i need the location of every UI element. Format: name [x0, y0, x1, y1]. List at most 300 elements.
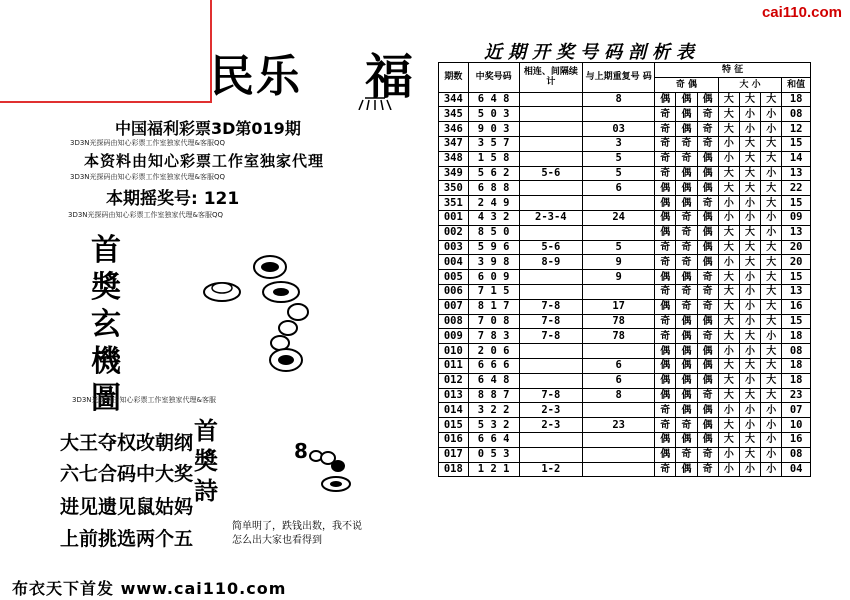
- period-cell: 351: [439, 196, 469, 211]
- odd-even-cell: 偶: [655, 225, 676, 240]
- big-small-cell: 小: [761, 122, 782, 137]
- repeat-cell: 6: [583, 373, 655, 388]
- sum-cell: 18: [782, 92, 811, 107]
- repeat-cell: [583, 107, 655, 122]
- header-sum: 和值: [782, 77, 811, 92]
- sum-cell: 15: [782, 314, 811, 329]
- big-small-cell: 大: [718, 92, 739, 107]
- big-small-cell: 大: [718, 329, 739, 344]
- tip-note: [232, 520, 362, 548]
- big-small-cell: 大: [761, 344, 782, 359]
- number-cell: 0 5 3: [468, 447, 519, 462]
- odd-even-cell: 偶: [655, 210, 676, 225]
- agent-line: 本资料由知心彩票工作室独家代理: [84, 152, 325, 170]
- odd-even-cell: 偶: [676, 388, 697, 403]
- vertical-title-char: 首: [91, 233, 121, 268]
- odd-even-cell: 偶: [697, 314, 718, 329]
- table-row: [439, 196, 811, 211]
- adjacent-cell: 5-6: [519, 240, 583, 255]
- poem-line-3: 进见遗见鼠姑妈: [60, 496, 194, 518]
- odd-even-cell: 偶: [676, 329, 697, 344]
- odd-even-cell: 偶: [676, 107, 697, 122]
- odd-even-cell: 奇: [655, 418, 676, 433]
- period-cell: 344: [439, 92, 469, 107]
- vertical-poem-char: 首: [194, 416, 218, 445]
- vertical-title-char: 圖: [91, 381, 121, 416]
- odd-even-cell: 偶: [697, 92, 718, 107]
- repeat-cell: [583, 284, 655, 299]
- big-small-cell: 大: [718, 358, 739, 373]
- sum-cell: 15: [782, 270, 811, 285]
- odd-even-cell: 偶: [697, 210, 718, 225]
- odd-even-cell: 偶: [655, 270, 676, 285]
- adjacent-cell: [519, 122, 583, 137]
- odd-even-cell: 偶: [655, 447, 676, 462]
- big-small-cell: 小: [718, 447, 739, 462]
- odd-even-cell: 偶: [655, 299, 676, 314]
- big-small-cell: 小: [739, 107, 760, 122]
- big-small-cell: 小: [739, 299, 760, 314]
- repeat-cell: [583, 447, 655, 462]
- big-small-cell: 小: [739, 284, 760, 299]
- table-body: [439, 92, 811, 477]
- header-period: 期数: [439, 63, 469, 93]
- repeat-cell: 3: [583, 136, 655, 151]
- period-cell: 001: [439, 210, 469, 225]
- repeat-cell: [583, 344, 655, 359]
- big-small-cell: 大: [761, 92, 782, 107]
- period-cell: 005: [439, 270, 469, 285]
- period-cell: 346: [439, 122, 469, 137]
- adjacent-cell: [519, 373, 583, 388]
- table-row: [439, 225, 811, 240]
- tip-note-line: 怎么出大家也看得到: [232, 535, 322, 546]
- period-cell: 013: [439, 388, 469, 403]
- odd-even-cell: 奇: [676, 284, 697, 299]
- odd-even-cell: 偶: [655, 388, 676, 403]
- repeat-cell: 5: [583, 166, 655, 181]
- odd-even-cell: 偶: [697, 373, 718, 388]
- table-row: [439, 136, 811, 151]
- table-row: [439, 418, 811, 433]
- draw-number: 本期摇奖号: 121: [106, 189, 240, 209]
- brand-logo: 民乐: [210, 51, 302, 102]
- repeat-cell: 8: [583, 92, 655, 107]
- sum-cell: 10: [782, 418, 811, 433]
- table-row: [439, 240, 811, 255]
- sum-cell: 08: [782, 107, 811, 122]
- adjacent-cell: 7-8: [519, 299, 583, 314]
- big-small-cell: 大: [739, 255, 760, 270]
- big-small-cell: 大: [739, 136, 760, 151]
- sum-cell: 08: [782, 344, 811, 359]
- repeat-cell: 8: [583, 388, 655, 403]
- sum-cell: 15: [782, 136, 811, 151]
- big-small-cell: 小: [739, 314, 760, 329]
- big-small-cell: 大: [739, 225, 760, 240]
- table-row: [439, 432, 811, 447]
- odd-even-cell: 奇: [655, 240, 676, 255]
- big-small-cell: 大: [739, 181, 760, 196]
- odd-even-cell: 偶: [676, 122, 697, 137]
- odd-even-cell: 偶: [697, 344, 718, 359]
- adjacent-cell: 8-9: [519, 255, 583, 270]
- vertical-poem-title: [192, 416, 220, 506]
- number-cell: 1 2 1: [468, 462, 519, 477]
- big-small-cell: 小: [739, 344, 760, 359]
- sum-cell: 22: [782, 181, 811, 196]
- number-cell: 3 5 7: [468, 136, 519, 151]
- big-small-cell: 小: [739, 418, 760, 433]
- adjacent-cell: 7-8: [519, 329, 583, 344]
- repeat-cell: [583, 403, 655, 418]
- adjacent-cell: 1-2: [519, 462, 583, 477]
- odd-even-cell: 偶: [655, 344, 676, 359]
- adjacent-cell: [519, 225, 583, 240]
- repeat-cell: 78: [583, 314, 655, 329]
- big-small-cell: 小: [718, 210, 739, 225]
- odd-even-cell: 偶: [697, 418, 718, 433]
- repeat-cell: 6: [583, 358, 655, 373]
- odd-even-cell: 奇: [697, 284, 718, 299]
- vertical-poem-char: 詩: [194, 476, 218, 505]
- period-cell: 017: [439, 447, 469, 462]
- big-small-cell: 大: [718, 418, 739, 433]
- big-small-cell: 大: [761, 270, 782, 285]
- big-small-cell: 大: [739, 92, 760, 107]
- analysis-table: [438, 62, 811, 477]
- number-cell: 5 3 2: [468, 418, 519, 433]
- big-small-cell: 小: [761, 447, 782, 462]
- period-cell: 349: [439, 166, 469, 181]
- big-small-cell: 大: [761, 284, 782, 299]
- big-small-cell: 大: [739, 151, 760, 166]
- adjacent-cell: [519, 284, 583, 299]
- tassel-icon: [355, 88, 395, 110]
- big-small-cell: 大: [718, 166, 739, 181]
- sum-cell: 16: [782, 432, 811, 447]
- table-row: [439, 462, 811, 477]
- table-row: [439, 122, 811, 137]
- vertical-poem-char: 奬: [194, 446, 218, 475]
- odd-even-cell: 偶: [676, 196, 697, 211]
- period-cell: 011: [439, 358, 469, 373]
- table-row: [439, 284, 811, 299]
- big-small-cell: 大: [718, 122, 739, 137]
- small-notice-4: 3D3N光探码由知心彩票工作室独家代理&客服: [72, 396, 216, 404]
- odd-even-cell: 奇: [697, 388, 718, 403]
- big-small-cell: 大: [739, 166, 760, 181]
- sum-cell: 04: [782, 462, 811, 477]
- table-row: [439, 329, 811, 344]
- repeat-cell: [583, 462, 655, 477]
- number-cell: 5 6 2: [468, 166, 519, 181]
- odd-even-cell: 奇: [697, 107, 718, 122]
- odd-even-cell: 奇: [676, 240, 697, 255]
- number-cell: 6 4 8: [468, 373, 519, 388]
- big-small-cell: 小: [718, 403, 739, 418]
- odd-even-cell: 偶: [697, 225, 718, 240]
- number-cell: 6 0 9: [468, 270, 519, 285]
- odd-even-cell: 偶: [697, 240, 718, 255]
- period-cell: 016: [439, 432, 469, 447]
- table-row: [439, 270, 811, 285]
- odd-even-cell: 奇: [655, 122, 676, 137]
- big-small-cell: 小: [761, 166, 782, 181]
- footer-banner[interactable]: 布衣天下首发 www.cai110.com: [12, 579, 287, 598]
- table-row: [439, 210, 811, 225]
- sum-cell: 09: [782, 210, 811, 225]
- odd-even-cell: 偶: [697, 403, 718, 418]
- repeat-cell: [583, 432, 655, 447]
- big-small-cell: 大: [718, 388, 739, 403]
- big-small-cell: 小: [718, 462, 739, 477]
- table-row: [439, 151, 811, 166]
- repeat-cell: 23: [583, 418, 655, 433]
- big-small-cell: 大: [718, 284, 739, 299]
- odd-even-cell: 奇: [676, 225, 697, 240]
- sum-cell: 18: [782, 373, 811, 388]
- odd-even-cell: 偶: [697, 166, 718, 181]
- adjacent-cell: 5-6: [519, 166, 583, 181]
- big-small-cell: 小: [718, 196, 739, 211]
- table-row: [439, 447, 811, 462]
- big-small-cell: 小: [761, 225, 782, 240]
- big-small-cell: 大: [718, 314, 739, 329]
- header-number: 中奖号码: [468, 63, 519, 93]
- issue-headline: 中国福利彩票3D第019期: [115, 119, 301, 138]
- big-small-cell: 小: [739, 462, 760, 477]
- odd-even-cell: 偶: [697, 432, 718, 447]
- odd-even-cell: 奇: [655, 255, 676, 270]
- table-row: [439, 255, 811, 270]
- adjacent-cell: [519, 92, 583, 107]
- number-cell: 8 8 7: [468, 388, 519, 403]
- big-small-cell: 大: [761, 181, 782, 196]
- repeat-cell: [583, 196, 655, 211]
- repeat-cell: [583, 225, 655, 240]
- sum-cell: 07: [782, 403, 811, 418]
- odd-even-cell: 奇: [655, 136, 676, 151]
- big-small-cell: 小: [761, 107, 782, 122]
- big-small-cell: 大: [761, 255, 782, 270]
- period-cell: 010: [439, 344, 469, 359]
- number-cell: 6 6 6: [468, 358, 519, 373]
- adjacent-cell: 2-3: [519, 418, 583, 433]
- odd-even-cell: 偶: [655, 373, 676, 388]
- adjacent-cell: [519, 270, 583, 285]
- adjacent-cell: 7-8: [519, 388, 583, 403]
- odd-even-cell: 偶: [655, 196, 676, 211]
- number-cell: 8 1 7: [468, 299, 519, 314]
- sum-cell: 18: [782, 329, 811, 344]
- period-cell: 008: [439, 314, 469, 329]
- odd-even-cell: 偶: [655, 432, 676, 447]
- repeat-cell: 5: [583, 240, 655, 255]
- adjacent-cell: [519, 151, 583, 166]
- sum-cell: 20: [782, 240, 811, 255]
- table-title: 近期开奖号码剖析表: [484, 42, 700, 63]
- odd-even-cell: 奇: [697, 270, 718, 285]
- period-cell: 347: [439, 136, 469, 151]
- big-small-cell: 小: [761, 329, 782, 344]
- big-small-cell: 大: [718, 299, 739, 314]
- sum-cell: 23: [782, 388, 811, 403]
- big-small-cell: 大: [718, 270, 739, 285]
- tip-note-line: 简单明了，跌钱出数，我不说: [232, 521, 362, 532]
- riddle-illustration: [198, 252, 328, 382]
- period-cell: 014: [439, 403, 469, 418]
- sum-cell: 13: [782, 284, 811, 299]
- odd-even-cell: 偶: [676, 403, 697, 418]
- number-cell: 2 0 6: [468, 344, 519, 359]
- odd-even-cell: 偶: [655, 358, 676, 373]
- number-cell: 7 8 3: [468, 329, 519, 344]
- number-cell: 7 1 5: [468, 284, 519, 299]
- repeat-cell: 17: [583, 299, 655, 314]
- odd-even-cell: 偶: [697, 151, 718, 166]
- odd-even-cell: 奇: [697, 329, 718, 344]
- odd-even-cell: 偶: [676, 270, 697, 285]
- number-cell: 5 9 6: [468, 240, 519, 255]
- odd-even-cell: 偶: [655, 181, 676, 196]
- big-small-cell: 小: [739, 196, 760, 211]
- adjacent-cell: 2-3-4: [519, 210, 583, 225]
- table-row: [439, 92, 811, 107]
- number-cell: 1 5 8: [468, 151, 519, 166]
- table-row: [439, 373, 811, 388]
- big-small-cell: 大: [761, 151, 782, 166]
- odd-even-cell: 奇: [676, 255, 697, 270]
- odd-even-cell: 奇: [697, 447, 718, 462]
- big-small-cell: 小: [761, 462, 782, 477]
- adjacent-cell: [519, 196, 583, 211]
- big-small-cell: 小: [739, 403, 760, 418]
- odd-even-cell: 偶: [676, 181, 697, 196]
- poem-line-2: 六七合码中大奖: [60, 463, 194, 485]
- sum-cell: 13: [782, 166, 811, 181]
- big-small-cell: 小: [761, 418, 782, 433]
- big-small-cell: 小: [739, 373, 760, 388]
- fu-character: 福: [365, 49, 414, 105]
- odd-even-cell: 奇: [697, 299, 718, 314]
- header-feature: 特 征: [655, 63, 811, 78]
- odd-even-cell: 奇: [676, 151, 697, 166]
- period-cell: 003: [439, 240, 469, 255]
- number-cell: 3 2 2: [468, 403, 519, 418]
- adjacent-cell: [519, 447, 583, 462]
- big-small-cell: 小: [718, 151, 739, 166]
- period-cell: 348: [439, 151, 469, 166]
- sum-cell: 14: [782, 151, 811, 166]
- big-small-cell: 大: [718, 107, 739, 122]
- sum-cell: 08: [782, 447, 811, 462]
- rooster-illustration: [292, 436, 362, 496]
- odd-even-cell: 奇: [676, 418, 697, 433]
- big-small-cell: 大: [761, 240, 782, 255]
- odd-even-cell: 偶: [676, 432, 697, 447]
- sum-cell: 18: [782, 358, 811, 373]
- table-row: [439, 388, 811, 403]
- header-odd-even: 奇 偶: [655, 77, 719, 92]
- table-row: [439, 299, 811, 314]
- big-small-cell: 大: [718, 181, 739, 196]
- adjacent-cell: [519, 344, 583, 359]
- table-row: [439, 403, 811, 418]
- table-row: [439, 107, 811, 122]
- period-cell: 007: [439, 299, 469, 314]
- odd-even-cell: 奇: [655, 166, 676, 181]
- big-small-cell: 大: [718, 373, 739, 388]
- table-row: [439, 358, 811, 373]
- small-notice-1: 3D3N光探码由知心彩票工作室独家代理&客服QQ: [70, 139, 226, 147]
- number-cell: 4 3 2: [468, 210, 519, 225]
- adjacent-cell: 2-3: [519, 403, 583, 418]
- period-cell: 018: [439, 462, 469, 477]
- poem-line-4: 上前挑选两个五: [60, 528, 194, 550]
- sum-cell: 15: [782, 196, 811, 211]
- svg-text:8: 8: [294, 439, 308, 463]
- vertical-title-char: 玄: [91, 307, 121, 342]
- number-cell: 6 8 8: [468, 181, 519, 196]
- big-small-cell: 小: [739, 210, 760, 225]
- sum-cell: 20: [782, 255, 811, 270]
- odd-even-cell: 奇: [655, 462, 676, 477]
- odd-even-cell: 奇: [676, 299, 697, 314]
- odd-even-cell: 奇: [676, 136, 697, 151]
- number-cell: 6 4 8: [468, 92, 519, 107]
- number-cell: 2 4 9: [468, 196, 519, 211]
- big-small-cell: 小: [761, 210, 782, 225]
- big-small-cell: 小: [718, 255, 739, 270]
- repeat-cell: 24: [583, 210, 655, 225]
- repeat-cell: 78: [583, 329, 655, 344]
- number-cell: 8 5 0: [468, 225, 519, 240]
- adjacent-cell: [519, 432, 583, 447]
- adjacent-cell: [519, 181, 583, 196]
- repeat-cell: 9: [583, 270, 655, 285]
- odd-even-cell: 奇: [655, 403, 676, 418]
- odd-even-cell: 奇: [697, 196, 718, 211]
- ad-frame: [0, 0, 212, 103]
- big-small-cell: 大: [761, 388, 782, 403]
- odd-even-cell: 奇: [697, 136, 718, 151]
- period-cell: 004: [439, 255, 469, 270]
- number-cell: 7 0 8: [468, 314, 519, 329]
- poem-line-1: 大王夺权改朝纲: [60, 432, 194, 454]
- odd-even-cell: 奇: [655, 284, 676, 299]
- odd-even-cell: 奇: [655, 314, 676, 329]
- big-small-cell: 大: [739, 447, 760, 462]
- big-small-cell: 大: [761, 299, 782, 314]
- odd-even-cell: 偶: [676, 92, 697, 107]
- big-small-cell: 大: [761, 358, 782, 373]
- table-row: [439, 344, 811, 359]
- adjacent-cell: [519, 107, 583, 122]
- number-cell: 6 6 4: [468, 432, 519, 447]
- big-small-cell: 大: [718, 225, 739, 240]
- sum-cell: 12: [782, 122, 811, 137]
- odd-even-cell: 偶: [655, 92, 676, 107]
- site-watermark[interactable]: cai110.com: [761, 4, 842, 21]
- period-cell: 350: [439, 181, 469, 196]
- odd-even-cell: 偶: [676, 344, 697, 359]
- period-cell: 009: [439, 329, 469, 344]
- big-small-cell: 大: [761, 314, 782, 329]
- big-small-cell: 大: [761, 136, 782, 151]
- small-notice-3: 3D3N光探码由知心彩票工作室独家代理&客服QQ: [68, 211, 224, 219]
- big-small-cell: 小: [718, 136, 739, 151]
